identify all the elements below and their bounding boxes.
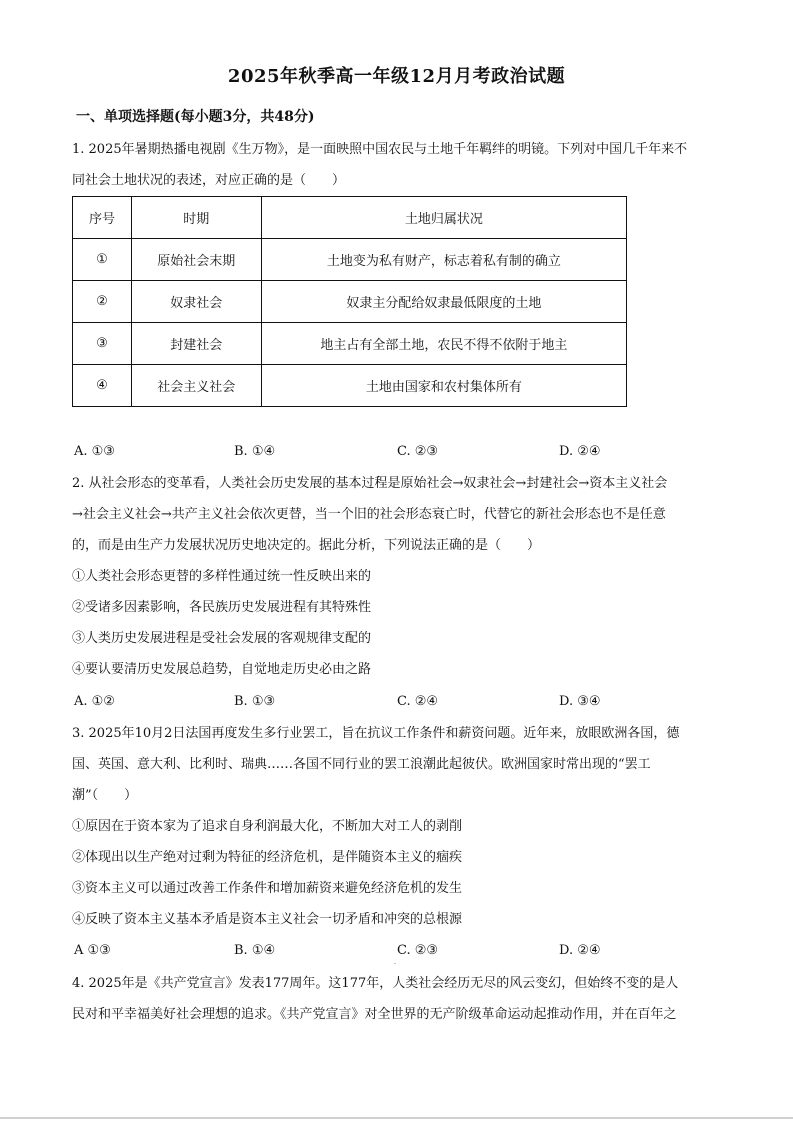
option-a[interactable]: A. ①③: [74, 444, 115, 459]
table-header-row: [73, 197, 627, 239]
option-b[interactable]: B. ①③: [234, 694, 276, 709]
question-4-line-1: 4. 2025年是《共产党宣言》发表177周年。这177年，人类社会经历无尽的风云变幻，但始终不变的是人: [72, 976, 679, 991]
question-2-item: ④要认要清历史发展总趋势，自觉地走历史必由之路: [72, 662, 372, 677]
table-row: [73, 365, 627, 407]
table-cell: 奴隶社会: [131, 281, 261, 323]
table-row: [73, 323, 627, 365]
question-3-item: ③资本主义可以通过改善工作条件和增加薪资来避免经济危机的发生: [72, 881, 463, 896]
question-3-line-1: 3. 2025年10月2日法国再度发生多行业罢工，旨在抗议工作条件和薪资问题。近年来，放眼欧洲各国，德: [72, 726, 680, 741]
table-cell: 地主占有全部土地，农民不得不依附于地主: [261, 323, 626, 365]
question-2-line-2: →社会主义社会→共产主义社会依次更替，当一个旧的社会形态衰亡时，代替它的新社会形态也不是任意: [72, 507, 666, 522]
option-c[interactable]: C. ②③: [397, 943, 439, 958]
table-cell: ②: [73, 281, 132, 323]
question-3-item: ④反映了资本主义基本矛盾是资本主义社会一切矛盾和冲突的总根源: [72, 912, 463, 927]
question-2-stem: [72, 468, 723, 561]
table-header-cell: 序号: [73, 197, 132, 239]
option-d[interactable]: D. ②④: [559, 444, 601, 459]
question-4-stem: [72, 968, 723, 1030]
table-cell: 奴隶主分配给奴隶最低限度的土地: [261, 281, 626, 323]
question-2-options: [72, 692, 723, 712]
question-2-item: ①人类社会形态更替的多样性通过统一性反映出来的: [72, 569, 372, 584]
question-1-line-2: 同社会土地状况的表述，对应正确的是（ ）: [72, 173, 346, 188]
table-row: [73, 281, 627, 323]
table-cell: 土地变为私有财产，标志着私有制的确立: [261, 239, 626, 281]
question-1-table: [72, 196, 627, 407]
question-2-line-3: 的，而是由生产力发展状况历史地决定的。据此分析，下列说法正确的是（ ）: [72, 538, 541, 553]
question-1-options: [72, 442, 723, 462]
table-cell: ①: [73, 239, 132, 281]
question-2-line-1: 2. 从社会形态的变革看，人类社会历史发展的基本过程是原始社会→奴隶社会→封建社会→资本主义社会: [72, 476, 668, 491]
table-cell: 社会主义社会: [131, 365, 261, 407]
option-c[interactable]: C. ②③: [397, 444, 439, 459]
question-3-stem: [72, 718, 723, 811]
option-d[interactable]: D. ②④: [559, 943, 601, 958]
table-cell: ③: [73, 323, 132, 365]
table-row: [73, 239, 627, 281]
page-title: 2025年秋季高一年级12月月考政治试题: [227, 66, 566, 87]
option-a[interactable]: A. ①②: [74, 694, 115, 709]
table-cell: 封建社会: [131, 323, 261, 365]
table-cell: 土地由国家和农村集体所有: [261, 365, 626, 407]
question-3-line-3: 潮”（ ）: [72, 788, 138, 803]
question-1-line-1: 1. 2025年暑期热播电视剧《生万物》，是一面映照中国农民与土地千年羁绊的明镜。下列对中国几千年来不: [72, 142, 688, 157]
option-b[interactable]: B. ①④: [234, 444, 276, 459]
question-2-item: ②受诸多因素影响，各民族历史发展进程有其特殊性: [72, 600, 372, 615]
question-3-item: ①原因在于资本家为了追求自身利润最大化，不断加大对工人的剥削: [72, 819, 463, 834]
question-2-item: ③人类历史发展进程是受社会发展的客观规律支配的: [72, 631, 372, 646]
table-header-cell: 土地归属状况: [261, 197, 626, 239]
page-bottom-divider: [0, 1117, 793, 1119]
question-4-line-2: 民对和平幸福美好社会理想的追求。《共产党宣言》对全世界的无产阶级革命运动起推动作用，并在百年之: [72, 1007, 677, 1022]
section-heading: 一、单项选择题(每小题3分，共48分): [76, 109, 315, 125]
option-a[interactable]: A ①③: [74, 943, 111, 958]
option-b[interactable]: B. ①④: [234, 943, 276, 958]
stray-dot: ·: [394, 961, 396, 968]
option-c[interactable]: C. ②④: [397, 694, 439, 709]
question-1-stem: [72, 134, 723, 196]
table-header-cell: 时期: [131, 197, 261, 239]
option-d[interactable]: D. ③④: [559, 694, 601, 709]
table-cell: ④: [73, 365, 132, 407]
question-3-line-2: 国、英国、意大利、比利时、瑞典……各国不同行业的罢工浪潮此起彼伏。欧洲国家时常出现的“罢工: [72, 757, 651, 772]
question-3-item: ②体现出以生产绝对过剩为特征的经济危机，是伴随资本主义的痼疾: [72, 850, 463, 865]
question-3-options: [72, 941, 723, 961]
table-cell: 原始社会末期: [131, 239, 261, 281]
